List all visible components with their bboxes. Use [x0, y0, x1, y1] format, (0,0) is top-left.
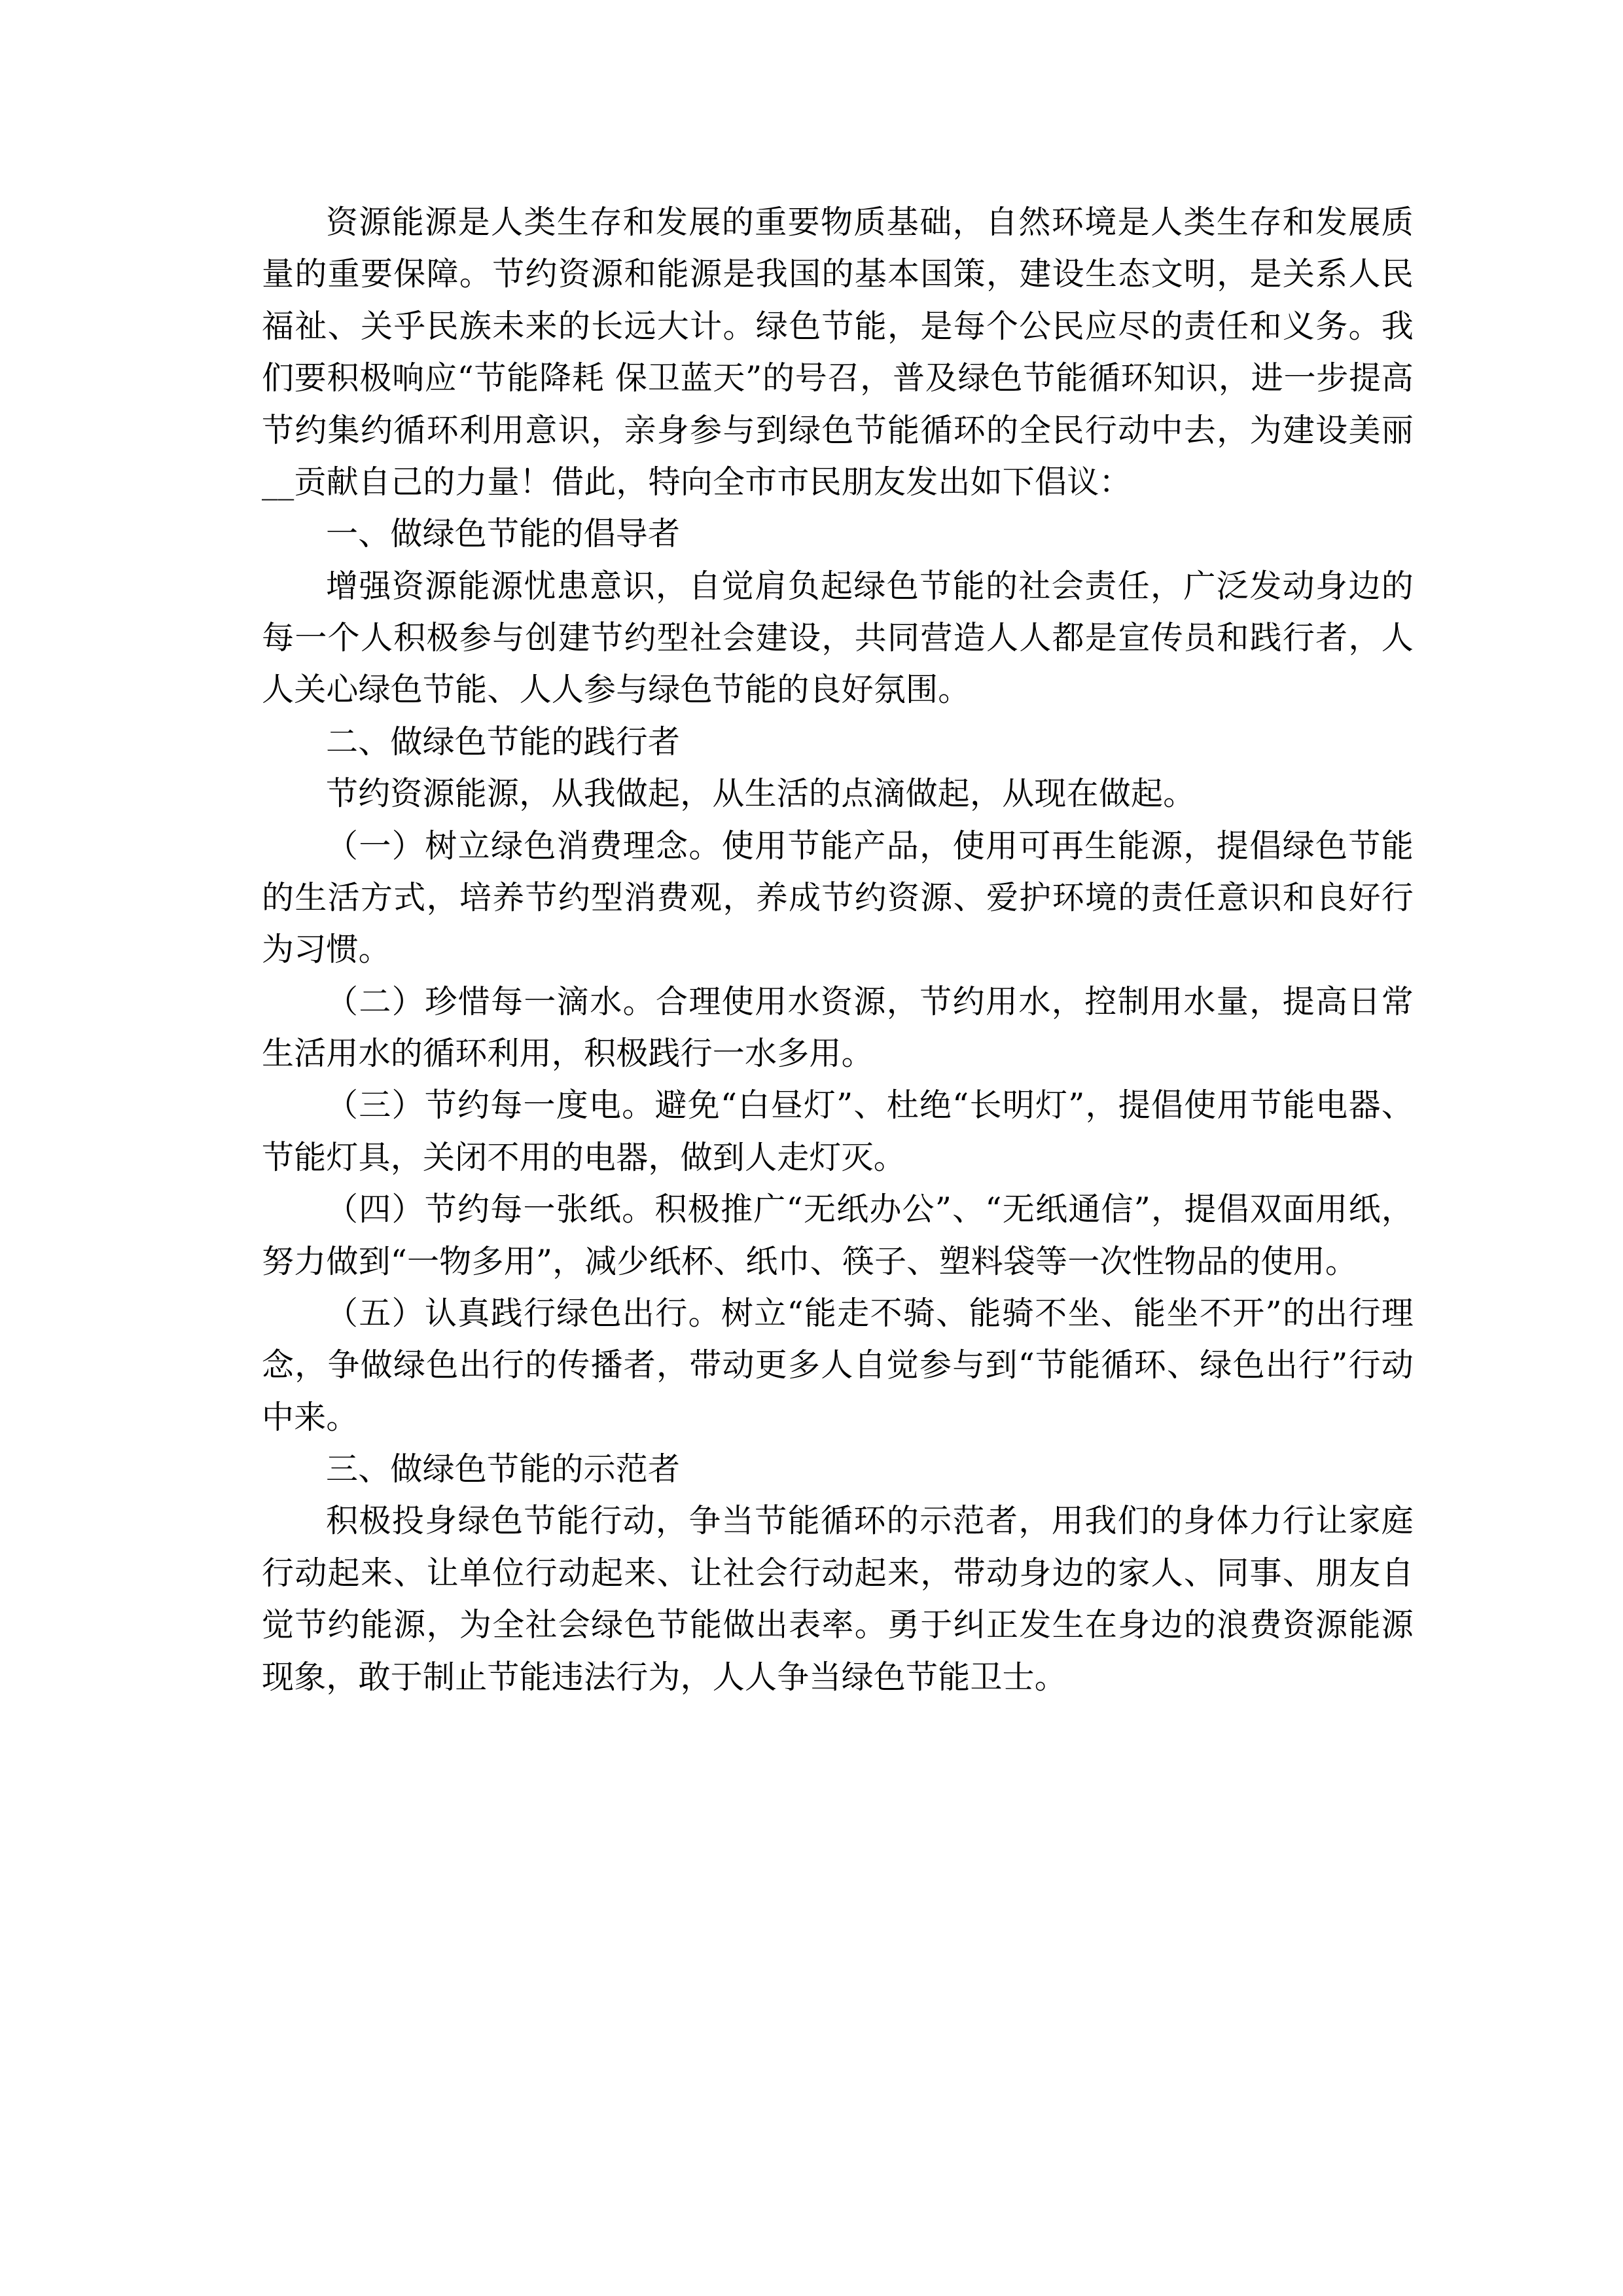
heading-three: 三、做绿色节能的示范者 [326, 1450, 681, 1488]
heading-one: 一、做绿色节能的倡导者 [326, 515, 681, 553]
paragraph-intro: 资源能源是人类生存和发展的重要物质基础，自然环境是人类生存和发展质量的重要保障。节约资源和能源是我国的基本国策，建设生态文明，是关系人民福祉、关乎民族未来的长远大计。绿色节能，是每个公民应尽的责任和义务。我们要积极响应“节能降耗 保卫蓝天”的号召，普及绿色节能循环知识，进一步提高节约集约循环利用意识，亲身参与到绿色节能循环的全民行动中去，为建设美丽__贡献自己的力量！借此，特向全市市民朋友发出如下倡议： [262, 204, 1414, 501]
document-body [262, 196, 1414, 1703]
paragraph-item-four: （四）节约每一张纸。积极推广“无纸办公”、“无纸通信”，提倡双面用纸，努力做到“一物多用”，减少纸杯、纸巾、筷子、塑料袋等一次性物品的使用。 [262, 1191, 1414, 1280]
paragraph-item-five: （五）认真践行绿色出行。树立“能走不骑、能骑不坐、能坐不开”的出行理念，争做绿色出行的传播者，带动更多人自觉参与到“节能循环、绿色出行”行动中来。 [262, 1294, 1414, 1436]
paragraph-body-three: 积极投身绿色节能行动，争当节能循环的示范者，用我们的身体力行让家庭行动起来、让单位行动起来、让社会行动起来，带动身边的家人、同事、朋友自觉节约能源，为全社会绿色节能做出表率。勇于纠正发生在身边的浪费资源能源现象，敢于制止节能违法行为，人人争当绿色节能卫士。 [262, 1502, 1414, 1696]
paragraph-item-three: （三）节约每一度电。避免“白昼灯”、杜绝“长明灯”，提倡使用节能电器、节能灯具，关闭不用的电器，做到人走灯灭。 [262, 1086, 1414, 1176]
paragraph-body-one: 增强资源能源忧患意识，自觉肩负起绿色节能的社会责任，广泛发动身边的每一个人积极参与创建节约型社会建设，共同营造人人都是宣传员和践行者，人人关心绿色节能、人人参与绿色节能的良好氛围。 [262, 567, 1414, 709]
heading-two: 二、做绿色节能的践行者 [326, 723, 681, 761]
paragraph-item-two: （二）珍惜每一滴水。合理使用水资源，节约用水，控制用水量，提高日常生活用水的循环利用，积极践行一水多用。 [262, 982, 1414, 1072]
paragraph-item-one: （一）树立绿色消费理念。使用节能产品，使用可再生能源，提倡绿色节能的生活方式，培养节约型消费观，养成节约资源、爱护环境的责任意识和良好行为习惯。 [262, 827, 1414, 969]
paragraph-body-two: 节约资源能源，从我做起，从生活的点滴做起，从现在做起。 [326, 775, 1196, 813]
